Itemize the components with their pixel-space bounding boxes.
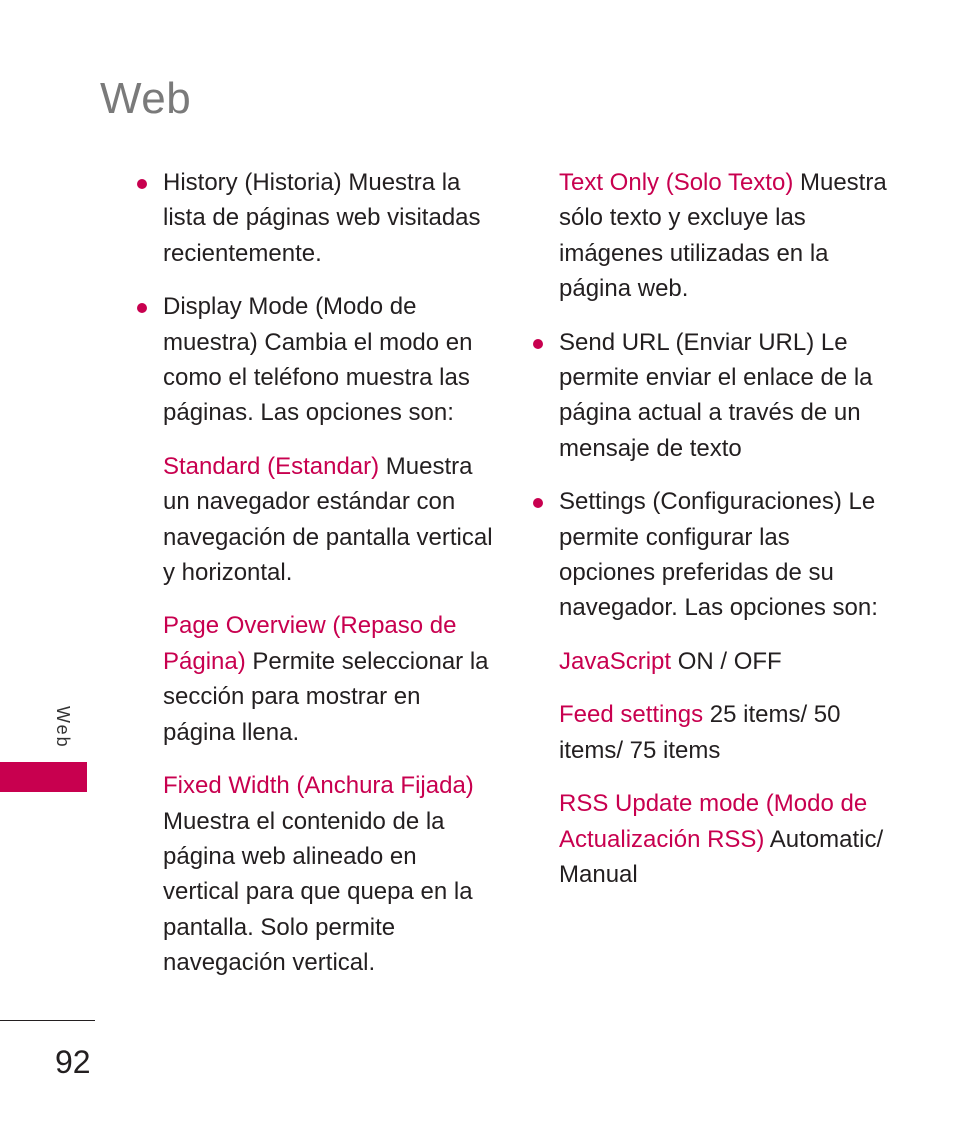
- standard-description: Muestra un navegador estándar con navegación de pantalla vertical y horizontal.: [163, 452, 493, 587]
- send-url-term: Send URL (Enviar URL): [559, 328, 815, 356]
- side-section-label: Web: [53, 706, 73, 749]
- list-item-settings: [559, 484, 889, 626]
- javascript-description: ON / OFF: [671, 647, 782, 675]
- list-item-send-url: [559, 325, 889, 467]
- history-term: History (Historia): [163, 169, 342, 196]
- text-only-term: Text Only (Solo Texto): [559, 169, 794, 196]
- page-overview-description: Permite seleccionar la sección para mostrar en página llena.: [163, 647, 489, 746]
- list-item-display-mode: [163, 289, 493, 431]
- display-mode-description: Cambia el modo en como el teléfono muestra las páginas. Las opciones son:: [163, 328, 473, 427]
- javascript-term: JavaScript: [559, 647, 672, 675]
- page-title: Web: [100, 74, 192, 123]
- page-overview-term: Page Overview (Repaso de Página): [163, 612, 457, 675]
- list-item-history: [163, 165, 493, 271]
- page-number: 92: [55, 1044, 91, 1080]
- option-standard: [163, 449, 493, 591]
- right-column: [559, 165, 889, 910]
- standard-term: Standard (Estandar): [163, 452, 380, 480]
- feed-settings-term: Feed settings: [559, 701, 704, 729]
- send-url-description: Le permite enviar el enlace de la página actual a través de un mensaje de texto: [559, 328, 873, 462]
- feed-settings-description: 25 items/ 50 items/ 75 items: [559, 701, 841, 764]
- settings-description: Le permite configurar las opciones preferidas de su navegador. Las opciones son:: [559, 488, 878, 622]
- settings-term: Settings (Configuraciones): [559, 488, 842, 516]
- text-only-description: Muestra sólo texto y excluye las imágenes utilizadas en la página web.: [559, 169, 887, 303]
- section-tab-marker: [0, 762, 87, 792]
- option-feed-settings: [559, 697, 889, 768]
- fixed-width-term: Fixed Width (Anchura Fijada): [163, 772, 474, 800]
- fixed-width-description: Muestra el contenido de la página web alineado en vertical para que quepa en la pantalla. Solo permite navegación vertical.: [163, 807, 473, 977]
- rss-update-term: RSS Update mode (Modo de Actualización RSS): [559, 790, 868, 853]
- option-fixed-width: [163, 768, 493, 980]
- option-text-only: [559, 165, 889, 307]
- history-description: Muestra la lista de páginas web visitadas recientemente.: [163, 169, 481, 267]
- left-column: [163, 165, 493, 999]
- option-javascript: [559, 644, 889, 679]
- display-mode-term: Display Mode (Modo de muestra): [163, 293, 417, 356]
- option-rss-update: [559, 786, 889, 892]
- rss-update-description: Automatic/ Manual: [559, 825, 884, 888]
- option-page-overview: [163, 608, 493, 750]
- footer-divider: [0, 1020, 95, 1021]
